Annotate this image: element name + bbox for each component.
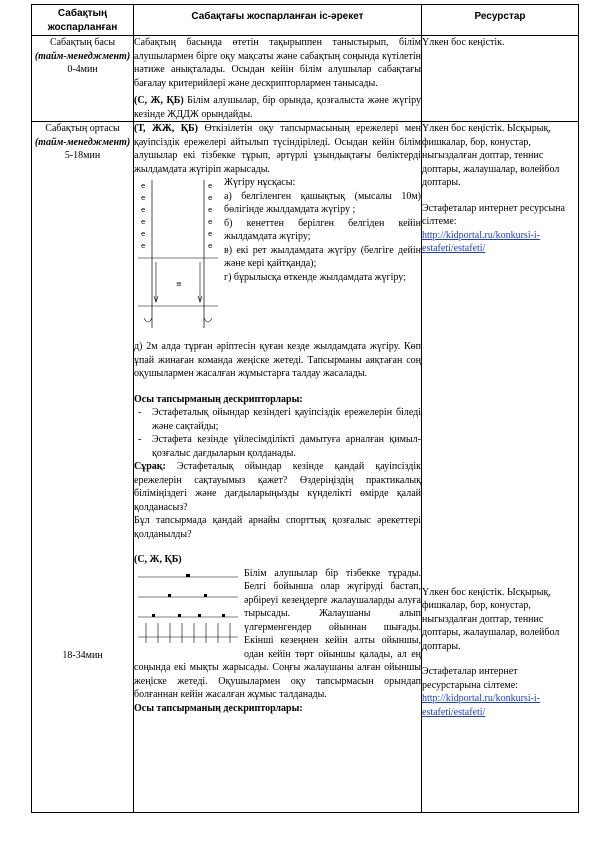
- descriptors-title: Осы тапсырманың дескрипторлары:: [134, 393, 303, 405]
- question: Сұрақ: Эстафеталық ойындар кезінде қандай қауіпсіздік ережелерін сақтауымыз қажет? Өздеріңіздің практикалық біліміңіздегі және дағдыларыңызды күнделікті өмірде қалай қолданасыз?: [134, 461, 421, 513]
- resource-link-2[interactable]: http://kidportal.ru/konkursi-i-estafeti/estafeti/: [422, 693, 541, 718]
- svg-text:е: е: [141, 194, 146, 202]
- resources-middle: [422, 122, 579, 813]
- relay-intro: (Т, ЖЖ, ҚБ) Өткізілетін оқу тапсырмасының ережелері мен қауіпсіздік ережелері айтылып түсіндіріледі. Осыдан кейін білім алушылар екі тізбекке тұрып, әртүрлі ұзындықтағы бөліктерді жылдамдата жүгіріп жарысады.: [134, 123, 421, 175]
- stage-middle: Сабақтың ортасы (тайм-менеджмент) 5-18мин 18-34мин: [32, 122, 134, 813]
- svg-text:е: е: [208, 194, 213, 202]
- run-option-g: г) бұрылысқа өткенде жылдамдата жүгіру;: [224, 271, 406, 283]
- svg-text:е: е: [141, 230, 146, 238]
- resource-list-1: Үлкен бос кеңістік. Ысқырық, фишкалар, бор, конустар, ныгыздалған доптар, теннис доптары, жалаушалар, волейбол доптары.: [422, 123, 560, 188]
- activity-intro: Сабақтың басында өтетін тақырыппен таныстырып, білім алушылармен бірге оқу мақсаты және сабақтың соңында күтілетін нәтиже анықталады. Осыдан кейін білім алушылар сабақтағы бағалау критерийлері және дескрипторлармен танысады.: [134, 37, 421, 89]
- descriptor-item: - Эстафеталық ойындар кезіндегі қауіпсіздік ережелерін біледі және сақтайды;: [152, 406, 421, 433]
- stage-start: [32, 36, 134, 122]
- stage-time: 0-4мин: [67, 64, 98, 75]
- row-middle: [32, 122, 579, 813]
- svg-text:е: е: [208, 182, 213, 190]
- svg-text:е: е: [208, 242, 213, 250]
- row-start: [32, 36, 579, 122]
- svg-text:е: е: [208, 206, 213, 214]
- run-option-b: б) кенеттен берілген белгіден кейін жылдамдата жүгіру;: [224, 217, 421, 242]
- header-row: [32, 5, 579, 36]
- header-stage: Сабақтың жоспарланған: [32, 5, 134, 36]
- relay-diagram-image: [138, 178, 218, 338]
- svg-text:е: е: [208, 230, 213, 238]
- task2-code: (С, Ж, ҚБ): [134, 554, 182, 565]
- resources-start: Үлкен бос кеңістік.: [422, 36, 579, 122]
- resource-link-lead-2: Эстафеталар интернет ресурстарына сілтеме:: [422, 666, 518, 691]
- resource-list-2: Үлкен бос кеңістік. Ысқырық, фишкалар, бор, конустар, ныгыздалған доптар, теннис доптары, жалаушалар, волейбол доптары.: [422, 586, 560, 652]
- descriptor-item: - Эстафета кезінде үйлесімділікті дамытуға арналған қимыл-қозғалыс дағдыларын қолданады.: [152, 433, 421, 460]
- stage-label: Сабақтың басы: [49, 37, 116, 48]
- descriptor-list: [134, 406, 421, 460]
- header-resources: Ресурстар: [422, 5, 579, 36]
- resource-link-lead-1: Эстафеталар интернет ресурсына сілтеме:: [422, 202, 565, 227]
- svg-text:е: е: [141, 206, 146, 214]
- activity-middle: [134, 122, 422, 813]
- svg-text:е: е: [208, 218, 213, 226]
- svg-text:е: е: [141, 242, 146, 250]
- flag-relay-diagram-image: [138, 569, 238, 649]
- header-activity: Сабақтағы жоспарланған іс-әрекет: [134, 5, 422, 36]
- svg-text:е: е: [141, 218, 146, 226]
- stage-em: (тайм-менеджмент): [34, 50, 131, 62]
- resource-link-1[interactable]: http://kidportal.ru/konkursi-i-estafeti/estafeti/: [422, 229, 541, 254]
- task2-text: Білім алушылар бір тізбекке тұрады. Белгі бойынша олар жүгіруді бастап, әрбіреуі кезеңдерге жалаушаларды алуға тырысады. Жалаушаны алып үлгерменгендер ойыннан шығады. Екінші кезеңнен кейін алты ойыншы, одан кейін төрт ойыншы қалады, ал ең соңында екі мықты жарысады. Соңғы жалаушаны алған ойыншы жеңіске жетеді. Оқушылармен оқу тапсырмасын орындап болғаннан кейін жасалған жұмыс талданады.: [134, 567, 421, 700]
- activity-warmup: (С, Ж, ҚБ) Білім алушылар, бір орында, қозғалыста және жүгіру кезінде ЖДДЖ орындайды.: [134, 95, 421, 120]
- run-title: Жүгіру нұсқасы:: [224, 177, 296, 188]
- svg-text:е: е: [141, 182, 146, 190]
- run-option-c: в) екі рет жылдамдата жүгіру (белгіге дейін және кері қайтқанда);: [224, 244, 421, 269]
- stage-time-2: 18-34мин: [62, 649, 103, 661]
- lesson-plan-table: [31, 4, 579, 813]
- run-option-d: д) 2м алда тұрған әріптесін қуған кезде жылдамдата жүгіру. Көп ұпай жинаған команда жеңіске жетеді. Тапсырманы аяқтаған соң оқушылармен жасалған жұмыстарға талдау жасалады.: [134, 341, 421, 379]
- question-2: Бұл тапсырмада қандай арнайы спорттық қозғалыс әрекеттері қолданылды?: [134, 515, 421, 540]
- activity-start: [134, 36, 422, 122]
- svg-text:≡: ≡: [176, 280, 182, 288]
- run-option-a: а) белгіленген қашықтық (мысалы 10м) бөлігінде жылдамдата жүгіру ;: [224, 190, 421, 215]
- trailing-descriptors: Осы тапсырманың дескрипторлары:: [134, 702, 303, 714]
